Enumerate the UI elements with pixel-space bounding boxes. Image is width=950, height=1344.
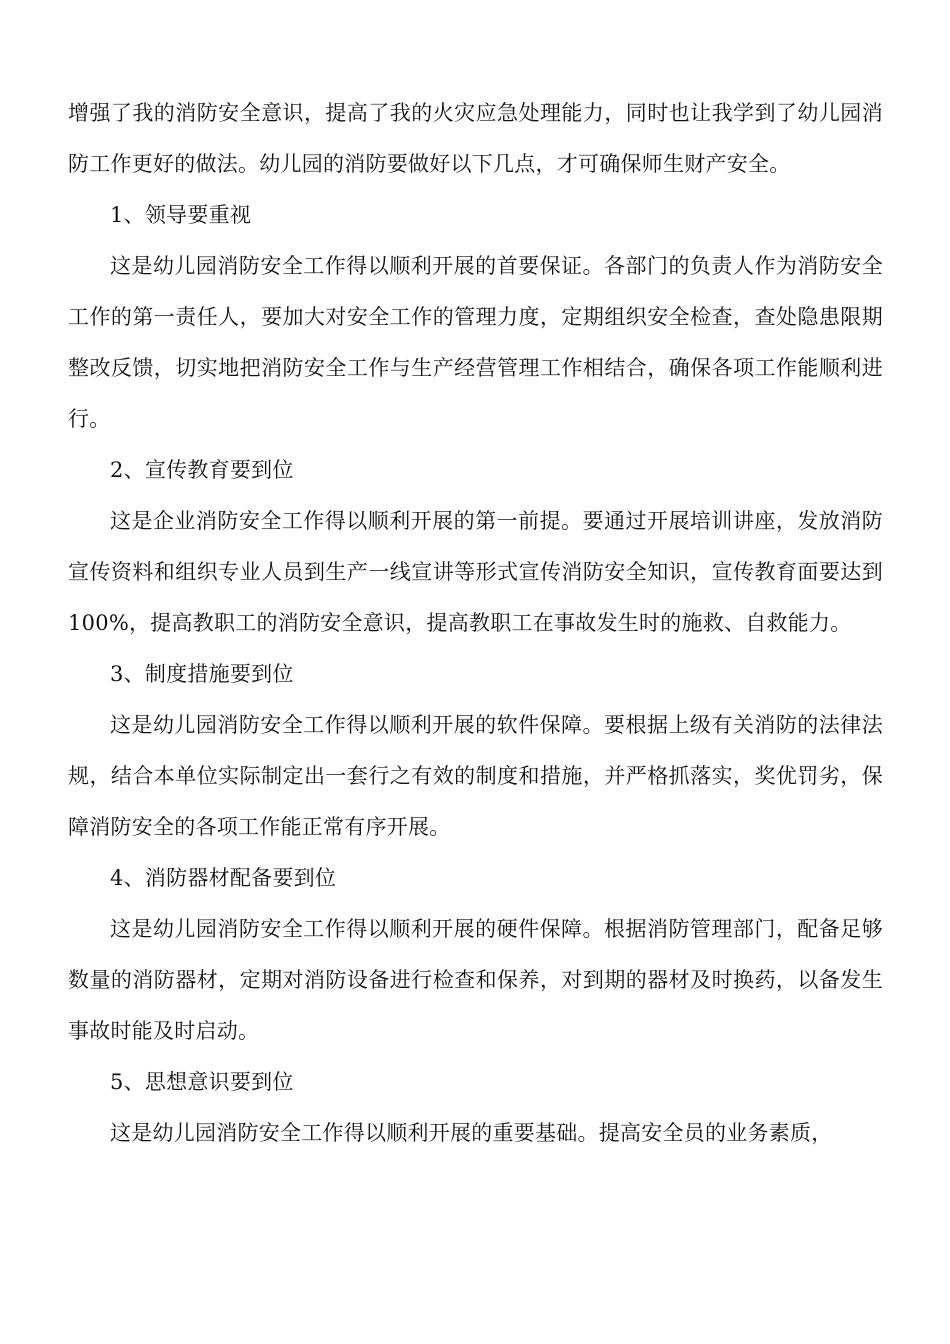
section-heading-4: 4、消防器材配备要到位 — [110, 866, 337, 890]
paragraph-section-5: 这是幼儿园消防安全工作得以顺利开展的重要基础。提高安全员的业务素质， — [110, 1121, 833, 1145]
paragraph-section-2: 这是企业消防安全工作得以顺利开展的第一前提。要通过开展培训讲座，发放消防宣传资料和组织专业人员到生产一线宣讲等形式宣传消防安全知识，宣传教育面要达到100%，提高教职工的消防安全意识，提高教职工在事故发生时的施救、自救能力。 — [68, 509, 883, 635]
paragraph-intro-continuation: 增强了我的消防安全意识，提高了我的火灾应急处理能力，同时也让我学到了幼儿园消防工作更好的做法。幼儿园的消防要做好以下几点，才可确保师生财产安全。 — [68, 101, 883, 176]
section-heading-2: 2、宣传教育要到位 — [110, 458, 294, 482]
paragraph-section-1: 这是幼儿园消防安全工作得以顺利开展的首要保证。各部门的负责人作为消防安全工作的第一责任人，要加大对安全工作的管理力度，定期组织安全检查，查处隐患限期整改反馈，切实地把消防安全工作与生产经营管理工作相结合，确保各项工作能顺利进行。 — [68, 254, 883, 431]
section-heading-3: 3、制度措施要到位 — [110, 662, 294, 686]
section-heading-1: 1、领导要重视 — [110, 203, 252, 227]
document-page — [68, 88, 883, 1159]
section-heading-5: 5、思想意识要到位 — [110, 1070, 294, 1094]
paragraph-section-3: 这是幼儿园消防安全工作得以顺利开展的软件保障。要根据上级有关消防的法律法规，结合本单位实际制定出一套行之有效的制度和措施，并严格抓落实，奖优罚劣，保障消防安全的各项工作能正常有序开展。 — [68, 713, 883, 839]
paragraph-section-4: 这是幼儿园消防安全工作得以顺利开展的硬件保障。根据消防管理部门，配备足够数量的消防器材，定期对消防设备进行检查和保养，对到期的器材及时换药，以备发生事故时能及时启动。 — [68, 917, 883, 1043]
